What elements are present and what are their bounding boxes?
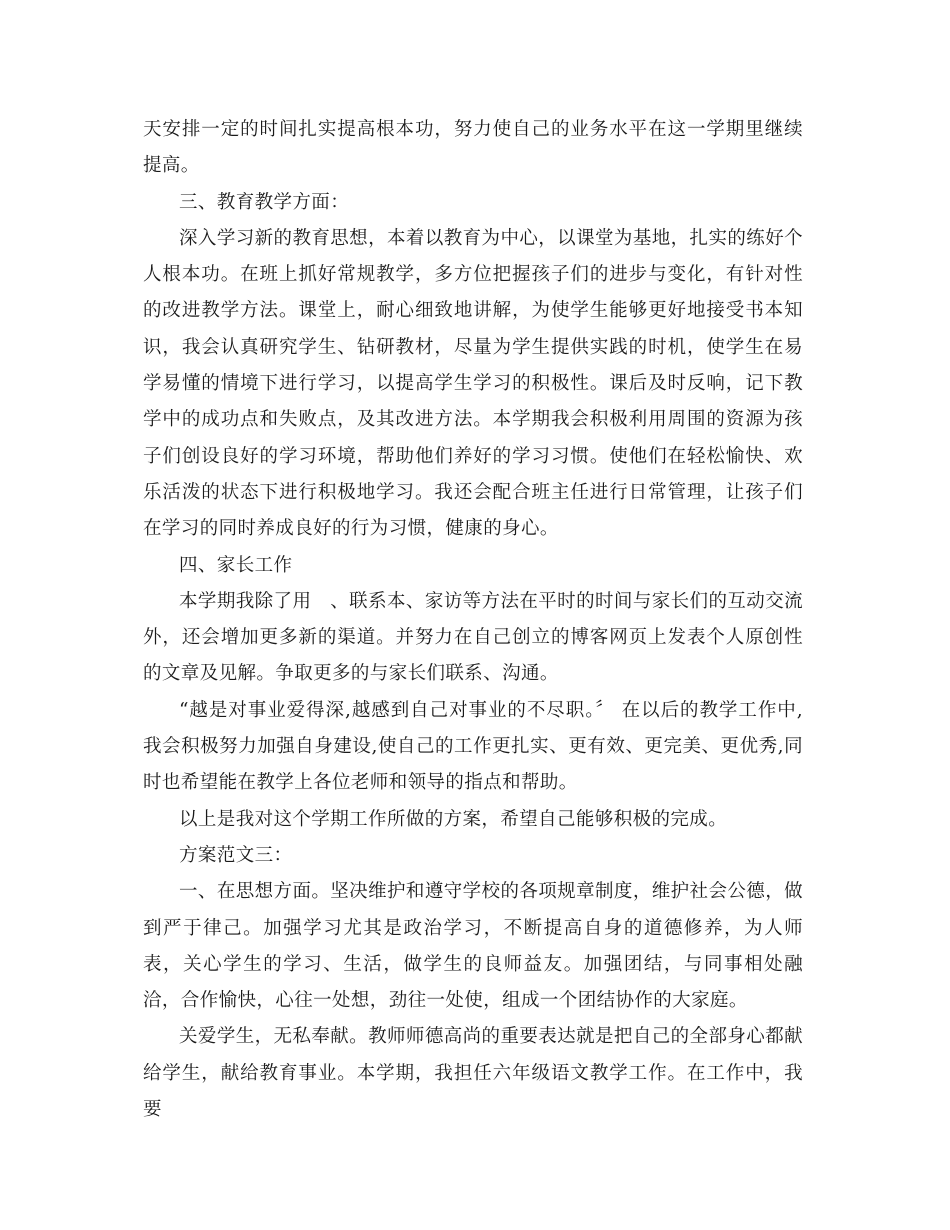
section-heading-parents: 四、家长工作 [179,554,293,576]
paragraph-teaching: 深入学习新的教育思想，本着以教育为中心，以课堂为基地，扎实的练好个人根本功。在班上抓好常规教学，多方位把握孩子们的进步与变化，有针对性的改进教学方法。课堂上，耐心细致地讲解，为使学生能够更好地接受书本知识，我会认真研究学生、钻研教材，尽量为学生提供实践的时机，使学生在易学易懂的情境下进行学习，以提高学生学习的积极性。课后及时反响，记下教学中的成功点和失败点，及其改进方法。本学期我会积极利用周围的资源为孩子们创设良好的学习环境，帮助他们养好的学习习惯。使他们在轻松愉快、欢乐活泼的状态下进行积极地学习。我还会配合班主任进行日常管理，让孩子们在学习的同时养成良好的行为习惯，健康的身心。 [143,227,803,540]
paragraph-care-students: 关爱学生，无私奉献。教师师德高尚的重要表达就是把自己的全部身心都献给学生，献给教育事业。本学期，我担任六年级语文教学工作。在工作中，我要 [143,1026,803,1121]
section-heading-teaching: 三、教育教学方面： [179,191,350,213]
paragraph-summary: 以上是我对这个学期工作所做的方案，希望自己能够积极的完成。 [179,808,728,830]
paragraph-parents: 本学期我除了用 、联系本、家访等方法在平时的时间与家长们的互动交流外，还会增加更多新的渠道。并努力在自己创立的博客网页上发表个人原创性的文章及见解。争取更多的与家长们联系、沟通。 [143,590,803,685]
document-body [143,112,803,1128]
paragraph-continuation: 天安排一定的时间扎实提高根本功，努力使自己的业务水平在这一学期里继续提高。 [143,119,803,177]
paragraph-quote: “越是对事业爱得深,越感到自己对事业的不尽职。〞 在以后的教学工作中,我会积极努力加强自身建设,使自己的工作更扎实、更有效、更完美、更优秀,同时也希望能在教学上各位老师和领导的指点和帮助。 [143,699,803,794]
section-heading-plan-three: 方案范文三： [179,844,293,866]
paragraph-ideology: 一、在思想方面。坚决维护和遵守学校的各项规章制度，维护社会公德，做到严于律己。加强学习尤其是政治学习，不断提高自身的道德修养，为人师表，关心学生的学习、生活，做学生的良师益友。加强团结，与同事相处融洽，合作愉快，心往一处想，劲往一处使，组成一个团结协作的大家庭。 [143,881,803,1012]
